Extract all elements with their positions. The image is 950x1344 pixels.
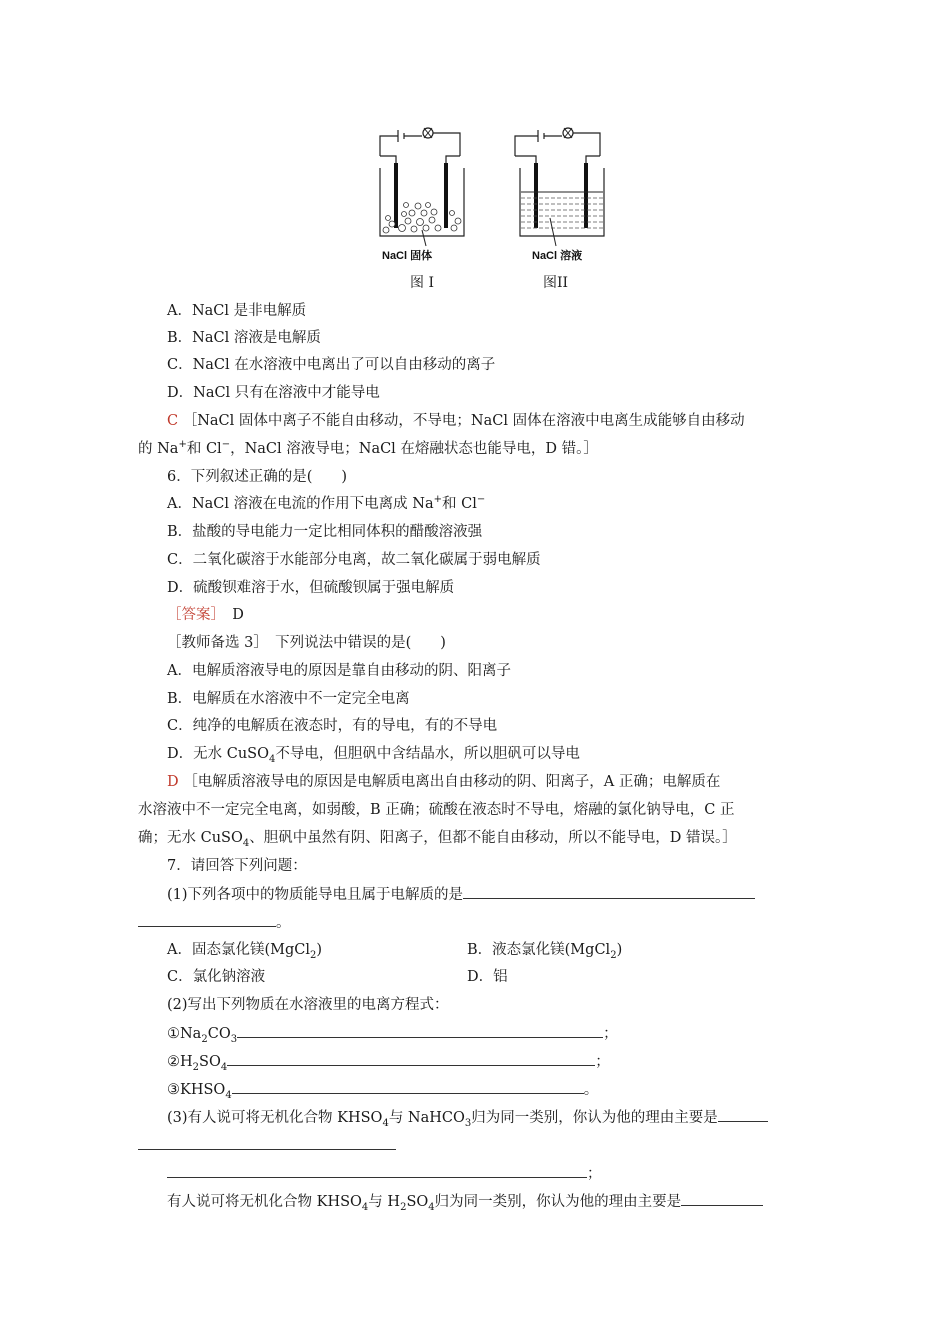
sub-4: 4 — [269, 753, 276, 765]
sup-plus: + — [433, 494, 442, 506]
q7-options-row2 — [167, 967, 847, 987]
sub-2: 2 — [400, 1201, 407, 1213]
teacher3-option-d — [167, 744, 847, 764]
q7-part1 — [167, 884, 847, 905]
q7-part3-line3 — [167, 1163, 847, 1184]
q7-part1-cont — [138, 912, 818, 933]
q7-p3-blank-3[interactable] — [167, 1163, 587, 1178]
q5-explanation-2c: ，NaCl 溶液导电；NaCl 在熔融状态也能导电，D 错。］ — [230, 441, 598, 457]
q7-p4-end: 归为同一类别，你认为他的理由主要是 — [434, 1194, 682, 1210]
q7-p1-text: (1)下列各项中的物质能导电且属于电解质的是 — [167, 887, 464, 903]
q7-part2: (2)写出下列物质在水溶液里的电离方程式： — [167, 997, 449, 1013]
eq1-pre: ①Na — [167, 1026, 202, 1042]
eq2-so: SO — [199, 1054, 221, 1070]
q5-option-b: B．NaCl 溶液是电解质 — [167, 330, 321, 346]
q7-p1-end: 。 — [276, 915, 291, 931]
t3-exp3-pre: 确；无水 CuSO — [138, 830, 243, 846]
close-paren: ) — [616, 942, 623, 958]
semicolon: ； — [587, 1166, 602, 1182]
q7-option-a: A．固态氯化镁(MgCl — [167, 942, 310, 958]
q7-eq1 — [167, 1023, 847, 1044]
teacher3-answer-line3 — [138, 828, 818, 848]
q5-answer-line1 — [167, 411, 847, 431]
figure-label-solid: NaCl 固体 — [382, 250, 433, 262]
q7-p1-blank-2[interactable] — [138, 912, 276, 927]
q5-explanation-1: ［NaCl 固体中离子不能自由移动，不导电；NaCl 固体在溶液中电离生成能够自由移动 — [182, 413, 745, 429]
q7-eq3 — [167, 1079, 847, 1100]
q6-a-mid: 和 Cl — [441, 496, 477, 512]
semicolon: ； — [595, 1054, 610, 1070]
figure-caption-2: 图II — [543, 275, 569, 291]
q6-answer — [167, 605, 847, 625]
teacher3-answer-line1 — [167, 772, 847, 792]
q7-stem: 7．请回答下列问题： — [167, 858, 307, 874]
q6-answer-value: D — [232, 607, 244, 623]
q6-option-c: C．二氧化碳溶于水能部分电离，故二氧化碳属于弱电解质 — [167, 552, 541, 568]
sub-4: 4 — [220, 1061, 228, 1073]
answer-label: ［答案］ — [167, 607, 218, 623]
q7-p4-mid2: SO — [406, 1194, 429, 1210]
eq3-pre: ③KHSO — [167, 1082, 226, 1098]
period: 。 — [583, 1082, 599, 1098]
figure-label-solution: NaCl 溶液 — [532, 250, 583, 262]
q7-option-b-wrap — [467, 940, 622, 960]
q6-option-b: B．盐酸的导电能力一定比相同体积的醋酸溶液强 — [167, 524, 483, 540]
eq1-blank[interactable] — [237, 1023, 603, 1038]
q7-p3-end: 归为同一类别，你认为他的理由主要是 — [471, 1110, 718, 1126]
q7-eq2 — [167, 1051, 847, 1072]
sub-3: 3 — [230, 1033, 238, 1045]
q7-part3 — [167, 1107, 847, 1128]
sub-4: 4 — [382, 1117, 389, 1129]
close-paren: ) — [316, 942, 323, 958]
q7-option-c: C．氯化钠溶液 — [167, 969, 266, 985]
q7-p4-pre: 有人说可将无机化合物 KHSO — [167, 1194, 362, 1210]
eq1-co: CO — [207, 1026, 231, 1042]
q7-p4-blank[interactable] — [681, 1191, 763, 1206]
q7-part3-line2 — [138, 1135, 818, 1156]
q7-p4-mid: 与 H — [368, 1194, 401, 1210]
t3-exp1: ［电解质溶液导电的原因是电解质电离出自由移动的阴、阳离子，A 正确；电解质在 — [183, 774, 721, 790]
teacher3-option-b: B．电解质在水溶液中不一定完全电离 — [167, 691, 410, 707]
sup-minus: − — [476, 494, 486, 506]
sub-2: 2 — [201, 1033, 208, 1045]
sub-2: 2 — [610, 949, 617, 961]
sub-4: 4 — [242, 837, 250, 849]
q7-p1-blank[interactable] — [463, 884, 755, 899]
conductivity-diagram — [360, 118, 620, 298]
sub-4: 4 — [225, 1089, 232, 1101]
figure-caption-1: 图 I — [410, 275, 434, 291]
t3-d-pre: D．无水 CuSO — [167, 746, 269, 762]
sup-minus: − — [221, 439, 231, 451]
q6-option-d: D．硫酸钡难溶于水，但硫酸钡属于强电解质 — [167, 580, 455, 596]
eq3-blank[interactable] — [232, 1079, 584, 1094]
t3-d-post: 不导电，但胆矾中含结晶水，所以胆矾可以导电 — [275, 746, 580, 762]
teacher3-answer-line2: 水溶液中不一定完全电离，如弱酸，B 正确；硫酸在液态时不导电，熔融的氯化钠导电，C 正 — [138, 802, 735, 818]
q7-options-row1 — [167, 940, 847, 960]
q7-part4 — [167, 1191, 847, 1212]
q5-explanation-2a: 的 Na — [138, 441, 179, 457]
q6-option-a — [167, 494, 847, 514]
teacher3-option-a: A．电解质溶液导电的原因是靠自由移动的阴、阳离子 — [167, 663, 511, 679]
q5-answer-line2 — [138, 439, 818, 459]
sub-2: 2 — [192, 1061, 200, 1073]
t3-answer-letter: D — [167, 774, 179, 790]
teacher3-stem: ［教师备选 3］ 下列说法中错误的是( ) — [167, 635, 446, 651]
teacher3-option-c: C．纯净的电解质在液态时，有的导电，有的不导电 — [167, 718, 498, 734]
semicolon: ； — [603, 1026, 618, 1042]
q5-explanation-2b: 和 Cl — [186, 441, 222, 457]
eq2-pre: ②H — [167, 1054, 193, 1070]
sub-4: 4 — [428, 1201, 435, 1213]
sup-plus: + — [178, 439, 187, 451]
q7-p3-blank[interactable] — [718, 1107, 768, 1122]
t3-exp3-post: 、胆矾中虽然有阴、阳离子，但都不能自由移动，所以不能导电，D 错误。］ — [249, 830, 737, 846]
sub-3: 3 — [464, 1117, 472, 1129]
q5-answer-letter: C — [167, 413, 179, 429]
q7-option-d: D．铝 — [467, 969, 508, 985]
q5-option-a: A．NaCl 是非电解质 — [167, 303, 307, 319]
q5-option-c: C．NaCl 在水溶液中电离出了可以自由移动的离子 — [167, 357, 496, 373]
q5-option-d: D．NaCl 只有在溶液中才能导电 — [167, 385, 380, 401]
q7-p3-pre: (3)有人说可将无机化合物 KHSO — [167, 1110, 383, 1126]
q6-stem: 6．下列叙述正确的是( ) — [167, 469, 348, 485]
sub-4: 4 — [361, 1201, 369, 1213]
q6-a-pre: A．NaCl 溶液在电流的作用下电离成 Na — [167, 496, 434, 512]
q7-option-b: B．液态氯化镁(MgCl — [467, 942, 611, 958]
conductivity-figure — [360, 118, 620, 298]
eq2-blank[interactable] — [227, 1051, 595, 1066]
q7-p3-blank-2[interactable] — [138, 1135, 396, 1150]
sub-2: 2 — [310, 949, 317, 961]
q7-p3-mid: 与 NaHCO — [388, 1110, 465, 1126]
